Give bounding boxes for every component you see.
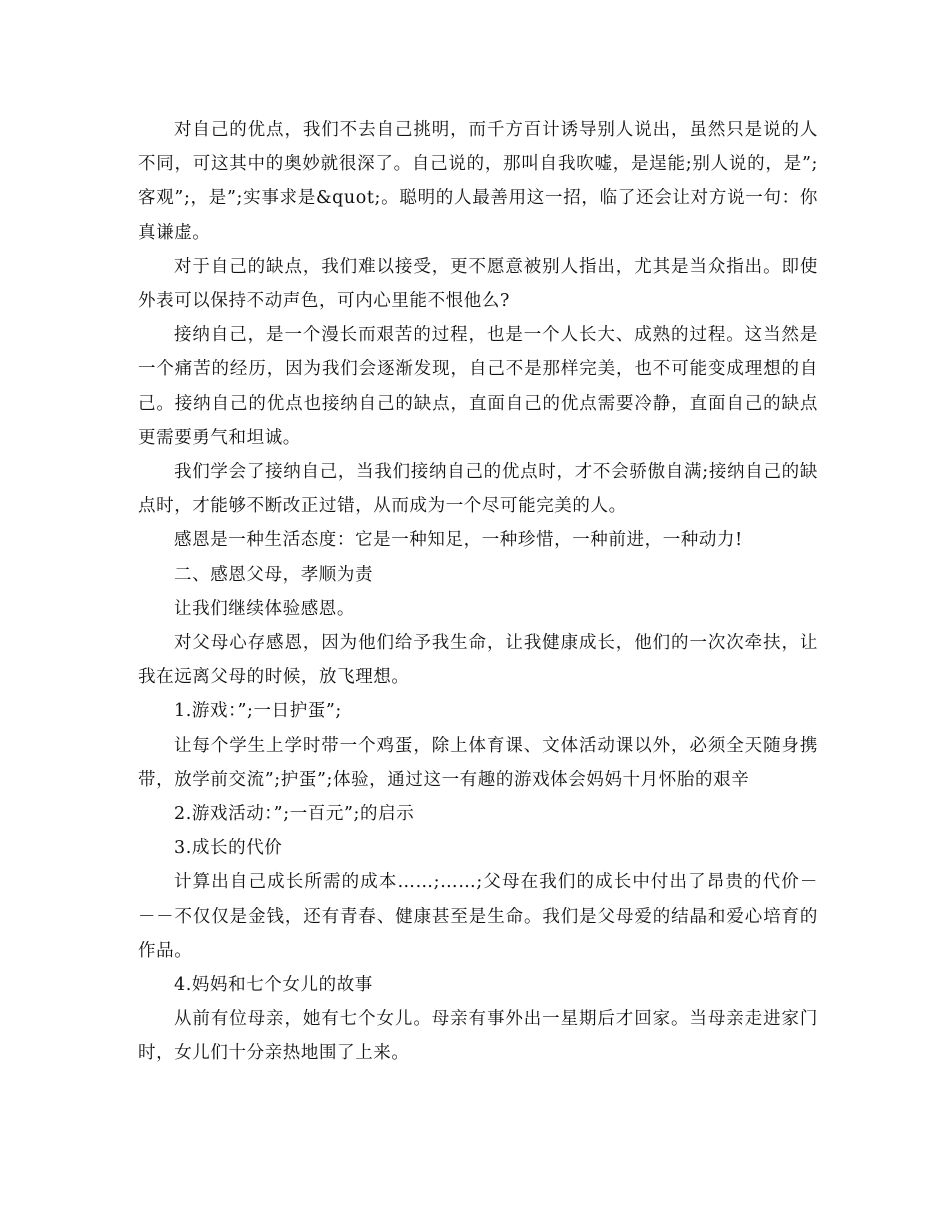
paragraph-continue: 让我们继续体验感恩。 xyxy=(174,598,355,619)
list-item-game-egg: 1.游戏：”;一日护蛋”; xyxy=(174,701,342,722)
paragraph-gratitude-attitude: 感恩是一种生活态度：它是一种知足，一种珍惜，一种前进，一种动力! xyxy=(174,530,743,551)
paragraph-story-start: 从前有位母亲，她有七个女儿。母亲有事外出一星期后才回家。当母亲走进家门时，女儿们十分亲热地围了上来。 xyxy=(138,1009,818,1064)
paragraph-parents-gratitude: 对父母心存感恩，因为他们给予我生命，让我健康成长，他们的一次次牵扶，让我在远离父母的时候，放飞理想。 xyxy=(138,633,818,688)
list-item-mother-story: 4.妈妈和七个女儿的故事 xyxy=(174,975,373,996)
paragraph-cost-description: 计算出自己成长所需的成本……;……;父母在我们的成长中付出了昂贵的代价－－－不仅仅是金钱，还有青春、健康甚至是生命。我们是父母爱的结晶和爱心培育的作品。 xyxy=(138,872,818,961)
section-heading-parents: 二、感恩父母，孝顺为责 xyxy=(174,564,374,585)
document-body xyxy=(138,113,818,1071)
paragraph-strengths: 对自己的优点，我们不去自己挑明，而千方百计诱导别人说出，虽然只是说的人不同，可这其中的奥妙就很深了。自己说的，那叫自我吹嘘，是逞能;别人说的，是”;客观”;，是”;实事求是&quot;。聪明的人最善用这一招，临了还会让对方说一句：你真谦虚。 xyxy=(138,120,818,243)
paragraph-accept-self: 接纳自己，是一个漫长而艰苦的过程，也是一个人长大、成熟的过程。这当然是一个痛苦的经历，因为我们会逐渐发现，自己不是那样完美，也不可能变成理想的自己。接纳自己的优点也接纳自己的缺点，直面自己的优点需要冷静，直面自己的缺点更需要勇气和坦诚。 xyxy=(138,325,818,448)
paragraph-weaknesses: 对于自己的缺点，我们难以接受，更不愿意被别人指出，尤其是当众指出。即使外表可以保持不动声色，可内心里能不恨他么? xyxy=(138,256,818,312)
paragraph-egg-description: 让每个学生上学时带一个鸡蛋，除上体育课、文体活动课以外，必须全天随身携带，放学前交流”;护蛋”;体验，通过这一有趣的游戏体会妈妈十月怀胎的艰辛 xyxy=(138,735,818,790)
list-item-cost-of-growth: 3.成长的代价 xyxy=(174,838,283,859)
paragraph-learn-accept: 我们学会了接纳自己，当我们接纳自己的优点时，才不会骄傲自满;接纳自己的缺点时，才能够不断改正过错，从而成为一个尽可能完美的人。 xyxy=(138,462,818,517)
list-item-hundred-yuan: 2.游戏活动：”;一百元”;的启示 xyxy=(174,804,415,825)
